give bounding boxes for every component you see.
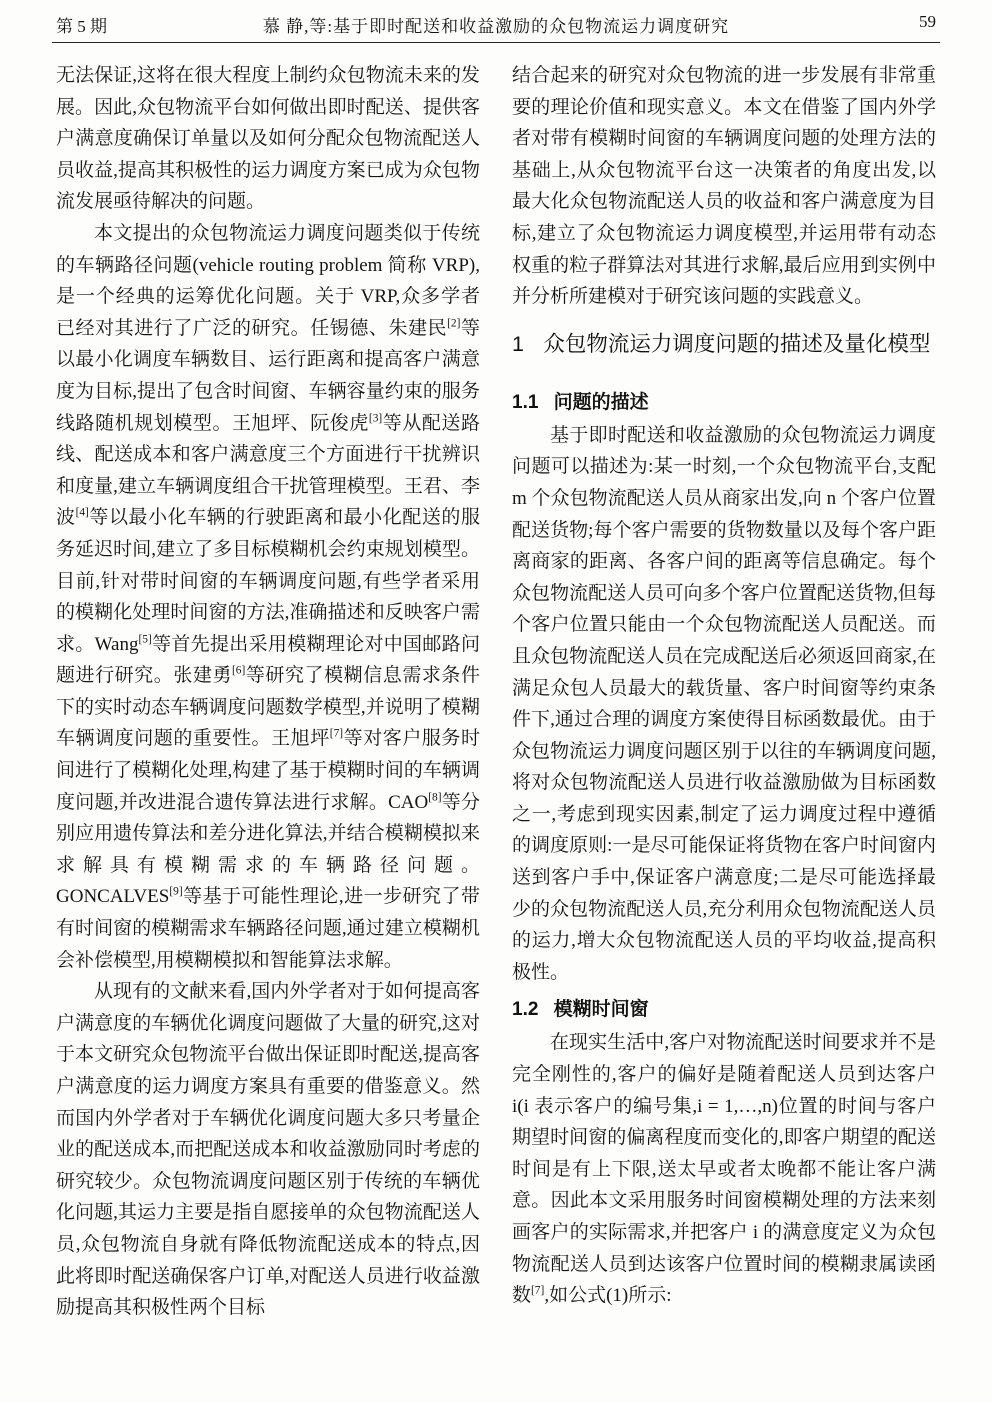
- section-1-1-number: 1.1: [512, 391, 539, 413]
- right-column: [512, 60, 936, 1324]
- paragraph-continuation: 无法保证,这将在很大程度上制约众包物流未来的发展。因此,众包物流平台如何做出即时配送、提供客户满意度确保订单量以及如何分配众包物流配送人员收益,提高其积极性的运力调度方案已成为众包物流发展亟待解决的问题。: [56, 65, 480, 213]
- section-1-title: 众包物流运力调度问题的描述及量化模型: [543, 331, 931, 356]
- citation-reference: [6]: [232, 664, 246, 677]
- citation-reference: [8]: [428, 791, 442, 804]
- section-1-1-heading: [512, 389, 936, 416]
- section-1-1-title: 问题的描述: [553, 391, 649, 413]
- citation-reference: [5]: [138, 633, 152, 646]
- journal-issue: 第 5 期: [56, 17, 107, 36]
- paragraph-research-gap: 从现有的文献来看,国内外学者对于如何提高客户满意度的车辆优化调度问题做了大量的研究,这对于本文研究众包物流平台做出保证即时配送,提高客户满意度的运力调度方案具有重要的借鉴意义。然而国内外学者对于车辆优化调度问题大多只考量企业的配送成本,而把配送成本和收益激励同时考虑的研究较少。众包物流调度问题区别于传统的车辆优化问题,其运力主要是指自愿接单的众包物流配送人员,众包物流自身就有降低物流配送成本的特点,因此将即时配送确保客户订单,对配送人员进行收益激励提高其积极性两个目标: [56, 981, 480, 1319]
- paragraph-literature-review: 本文提出的众包物流运力调度问题类似于传统的车辆路径问题(vehicle routing problem 简称 VRP),是一个经典的运筹优化问题。关于 VRP,众多学者已经对其进行了广泛的研究。任锡德、朱建民[2]等以最小化调度车辆数目、运行距离和提高客户满意度为目标,提出了包含时间窗、车辆容量约束的服务线路随机规划模型。王旭坪、阮俊虎[3]等从配送路线、配送成本和客户满意度三个方面进行干扰辨识和度量,建立车辆调度组合干扰管理模型。王君、李波[4]等以最小化车辆的行驶距离和最小化配送的服务延迟时间,建立了多目标模糊机会约束规划模型。目前,针对带时间窗的车辆调度问题,有些学者采用的模糊化处理时间窗的方法,准确描述和反映客户需求。Wang[5]等首先提出采用模糊理论对中国邮路问题进行研究。张建勇[6]等研究了模糊信息需求条件下的实时动态车辆调度问题数学模型,并说明了模糊车辆调度问题的重要性。王旭坪[7]等对客户服务时间进行了模糊化处理,构建了基于模糊时间的车辆调度问题,并改进混合遗传算法进行求解。CAO[8]等分别应用遗传算法和差分进化算法,并结合模糊模拟来求解具有模糊需求的车辆路径问题。GONCALVES[9]等基于可能性理论,进一步研究了带有时间窗的模糊需求车辆路径问题,通过建立模糊机会补偿模型,用模糊模拟和智能算法求解。: [56, 222, 480, 971]
- citation-reference: [2]: [447, 317, 461, 330]
- article-body: [56, 60, 936, 1324]
- header-rule: [52, 42, 940, 43]
- section-1-2-number: 1.2: [512, 999, 539, 1021]
- citation-reference: [7]: [531, 1284, 545, 1297]
- left-column: [56, 60, 480, 1324]
- section-1-number: 1: [512, 331, 524, 356]
- citation-reference: [3]: [368, 412, 383, 425]
- running-title: 慕 静,等:基于即时配送和收益激励的众包物流运力调度研究: [262, 17, 730, 36]
- citation-reference: [7]: [329, 728, 344, 741]
- paragraph-contribution: 结合起来的研究对众包物流的进一步发展有非常重要的理论价值和现实意义。本文在借鉴了国内外学者对带有模糊时间窗的车辆调度问题的处理方法的基础上,从众包物流平台这一决策者的角度出发,以最大化众包物流配送人员的收益和客户满意度为目标,建立了众包物流运力调度模型,并运用带有动态权重的粒子群算法对其进行求解,最后应用到实例中并分析所建模对于研究该问题的实践意义。: [512, 65, 936, 308]
- paragraph-fuzzy-time-window: 在现实生活中,客户对物流配送时间要求并不是完全刚性的,客户的偏好是随着配送人员到达客户 i(i 表示客户的编号集,i = 1,…,n)位置的时间与客户期望时间窗的偏离程度而变化的,即客户期望的配送时间是有上下限,送太早或者太晚都不能让客户满意。因此本文采用服务时间窗模糊处理的方法来刻画客户的实际需求,并把客户 i 的满意度定义为众包物流配送人员到达该客户位置时间的模糊隶属读函数[7],如公式(1)所示:: [512, 1032, 936, 1307]
- citation-reference: [9]: [169, 886, 183, 899]
- paragraph-problem-description: 基于即时配送和收益激励的众包物流运力调度问题可以描述为:某一时刻,一个众包物流平台,支配 m 个众包物流配送人员从商家出发,向 n 个客户位置配送货物;每个客户需要的货物数量以及每个客户距离商家的距离、各客户间的距离等信息确定。每个众包物流配送人员可向多个客户位置配送货物,但每个客户位置只能由一个众包物流配送人员配送。而且众包物流配送人员在完成配送后必须返回商家,在满足众包人员最大的载货量、客户时间窗等约束条件下,通过合理的调度方案使得目标函数最优。由于众包物流运力调度问题区别于以往的车辆调度问题,将对众包物流配送人员进行收益激励做为目标函数之一,考虑到现实因素,制定了运力调度过程中遵循的调度原则:一是尽可能保证将货物在客户时间窗内送到客户手中,保证客户满意度;二是尽可能选择最少的众包物流配送人员,充分利用众包物流配送人员的运力,增大众包物流配送人员的平均收益,提高积极性。: [512, 424, 936, 983]
- section-1-2-heading: [512, 996, 936, 1023]
- section-1-2-title: 模糊时间窗: [553, 999, 649, 1021]
- page-number: 59: [919, 12, 936, 31]
- citation-reference: [4]: [75, 506, 89, 519]
- section-1-heading: [512, 329, 936, 359]
- page-header: [56, 12, 936, 38]
